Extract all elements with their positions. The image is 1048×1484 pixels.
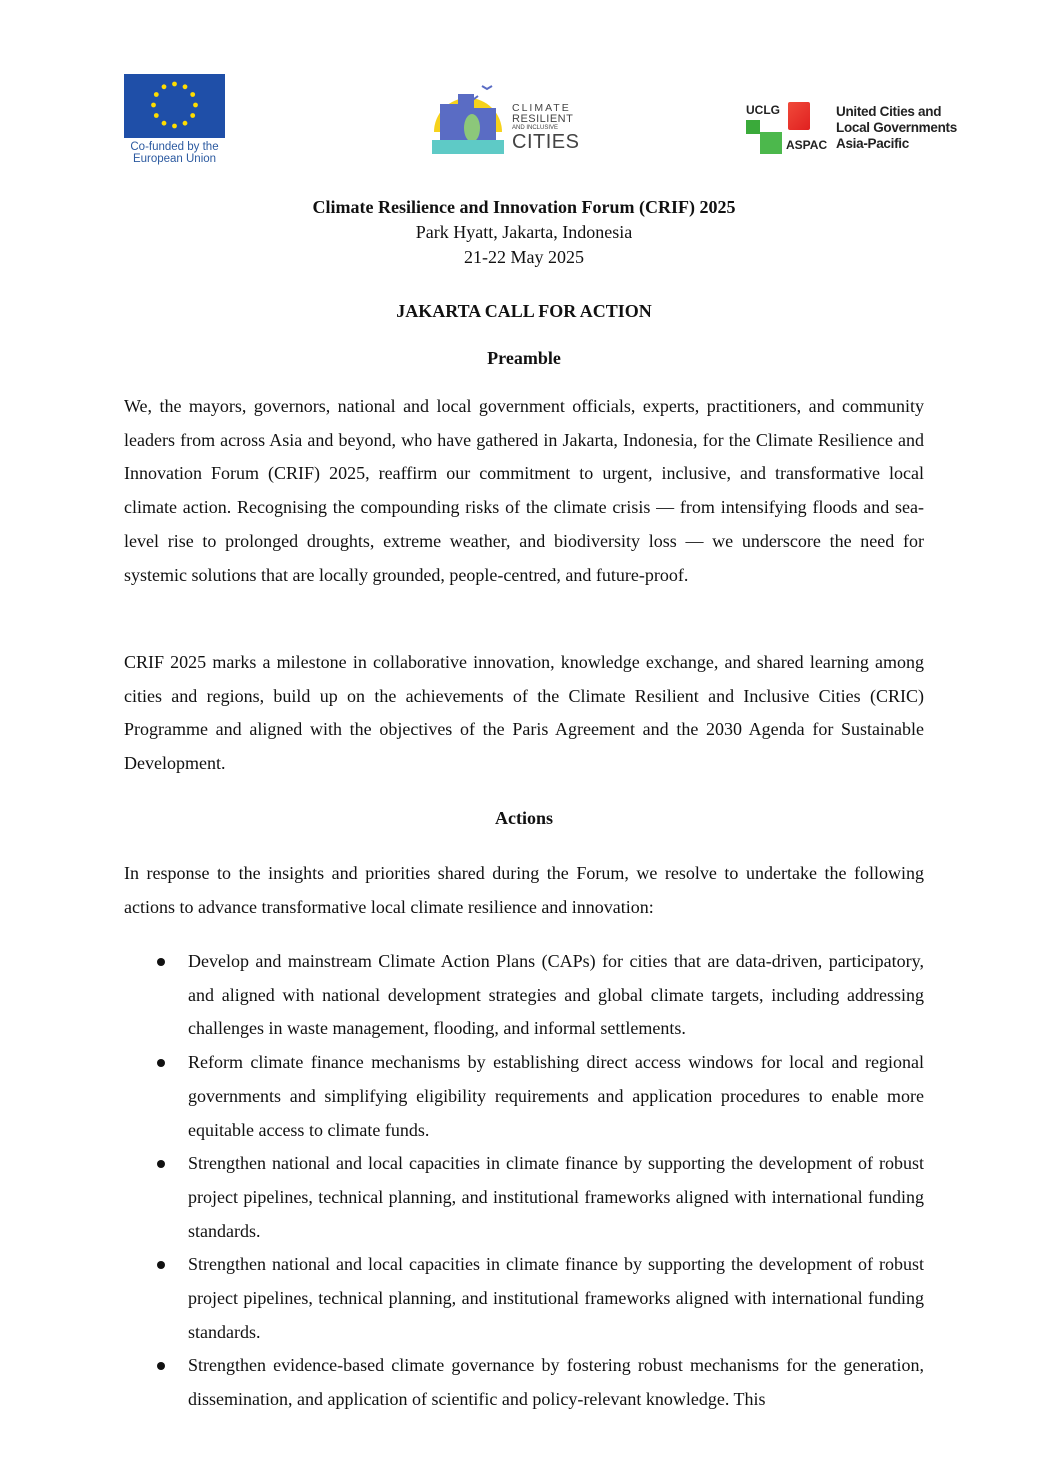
bullet-icon (157, 958, 165, 966)
event-dates: 21-22 May 2025 (464, 247, 584, 267)
action-item (124, 945, 924, 1046)
event-title: Climate Resilience and Innovation Forum (CRIF) 2025 (312, 197, 736, 217)
bullet-icon (157, 1362, 165, 1370)
action-text: Strengthen evidence-based climate governance by fostering robust mechanisms for the generation, dissemination, and application of scientific and policy-relevant knowledge. This (188, 1355, 924, 1410)
eu-caption-line2: European Union (132, 153, 217, 165)
action-text: Develop and mainstream Climate Action Plans (CAPs) for cities that are data-driven, participatory, and aligned with national development strategies and global climate targets, including addressing challenges in waste management, flooding, and informal settlements. (188, 951, 924, 1039)
action-text: Strengthen national and local capacities in climate finance by supporting the development of robust project pipelines, technical planning, and institutional frameworks aligned with international funding standards. (188, 1254, 924, 1342)
bullet-icon (157, 1059, 165, 1067)
action-item (124, 1349, 924, 1416)
uclg-line3: Asia-Pacific (836, 136, 909, 151)
actions-intro: In response to the insights and priorities shared during the Forum, we resolve to undertake the following actions to advance transformative local climate resilience and innovation: (124, 863, 924, 917)
preamble-heading: Preamble (487, 348, 561, 368)
action-item (124, 1147, 924, 1248)
cric-line3: AND INCLUSIVE (512, 124, 559, 131)
action-item (124, 1046, 924, 1147)
uclg-aspac-logo (746, 102, 961, 157)
actions-list (124, 945, 924, 1417)
cric-wordmark (512, 103, 579, 152)
uclg-mark-bottom: ASPAC (786, 138, 828, 152)
actions-heading: Actions (495, 808, 553, 828)
uclg-line2: Local Governments (836, 120, 957, 135)
event-venue: Park Hyatt, Jakarta, Indonesia (415, 222, 633, 242)
bullet-icon (157, 1261, 165, 1269)
eu-logo (124, 74, 225, 166)
cric-line1: CLIMATE (512, 102, 571, 114)
eu-caption-line1: Co-funded by the (130, 141, 219, 153)
eu-flag-icon (124, 74, 225, 138)
action-text: Strengthen national and local capacities in climate finance by supporting the development of robust project pipelines, technical planning, and institutional frameworks aligned with international funding standards. (188, 1153, 924, 1241)
cric-line4: CITIES (512, 130, 580, 153)
cric-line2: RESILIENT (512, 112, 574, 125)
preamble-paragraph-2: CRIF 2025 marks a milestone in collaborative innovation, knowledge exchange, and shared learning among cities and regions, build up on the achievements of the Climate Resilient and Inclusive Cities (CRIC) Programme and aligned with the objectives of the Paris Agreement and the 2030 Agenda for Sustainable Development. (124, 652, 924, 774)
cric-city-icon (430, 80, 506, 156)
action-item (124, 1248, 924, 1349)
preamble-paragraph-1: We, the mayors, governors, national and local government officials, experts, practitioners, and community leaders from across Asia and beyond, who have gathered in Jakarta, Indonesia, for the Climate Resilience and Innovation Forum (CRIF) 2025, reaffirm our commitment to urgent, inclusive, and transformative local climate action. Recognising the compounding risks of the climate crisis — from intensifying floods and sea-level rise to prolonged droughts, extreme weather, and biodiversity loss — we underscore the need for systemic solutions that are locally grounded, people-centred, and future-proof. (124, 396, 924, 585)
uclg-wordmark (836, 104, 957, 152)
bullet-icon (157, 1160, 165, 1168)
uclg-line1: United Cities and (836, 104, 942, 119)
document-title: JAKARTA CALL FOR ACTION (396, 301, 652, 321)
eu-caption (124, 141, 225, 165)
cric-logo (430, 80, 580, 158)
action-text: Reform climate finance mechanisms by establishing direct access windows for local and regional governments and simplifying eligibility requirements and application procedures to enable more equitable access to climate funds. (188, 1052, 924, 1140)
uclg-mark-top: UCLG (746, 103, 780, 117)
